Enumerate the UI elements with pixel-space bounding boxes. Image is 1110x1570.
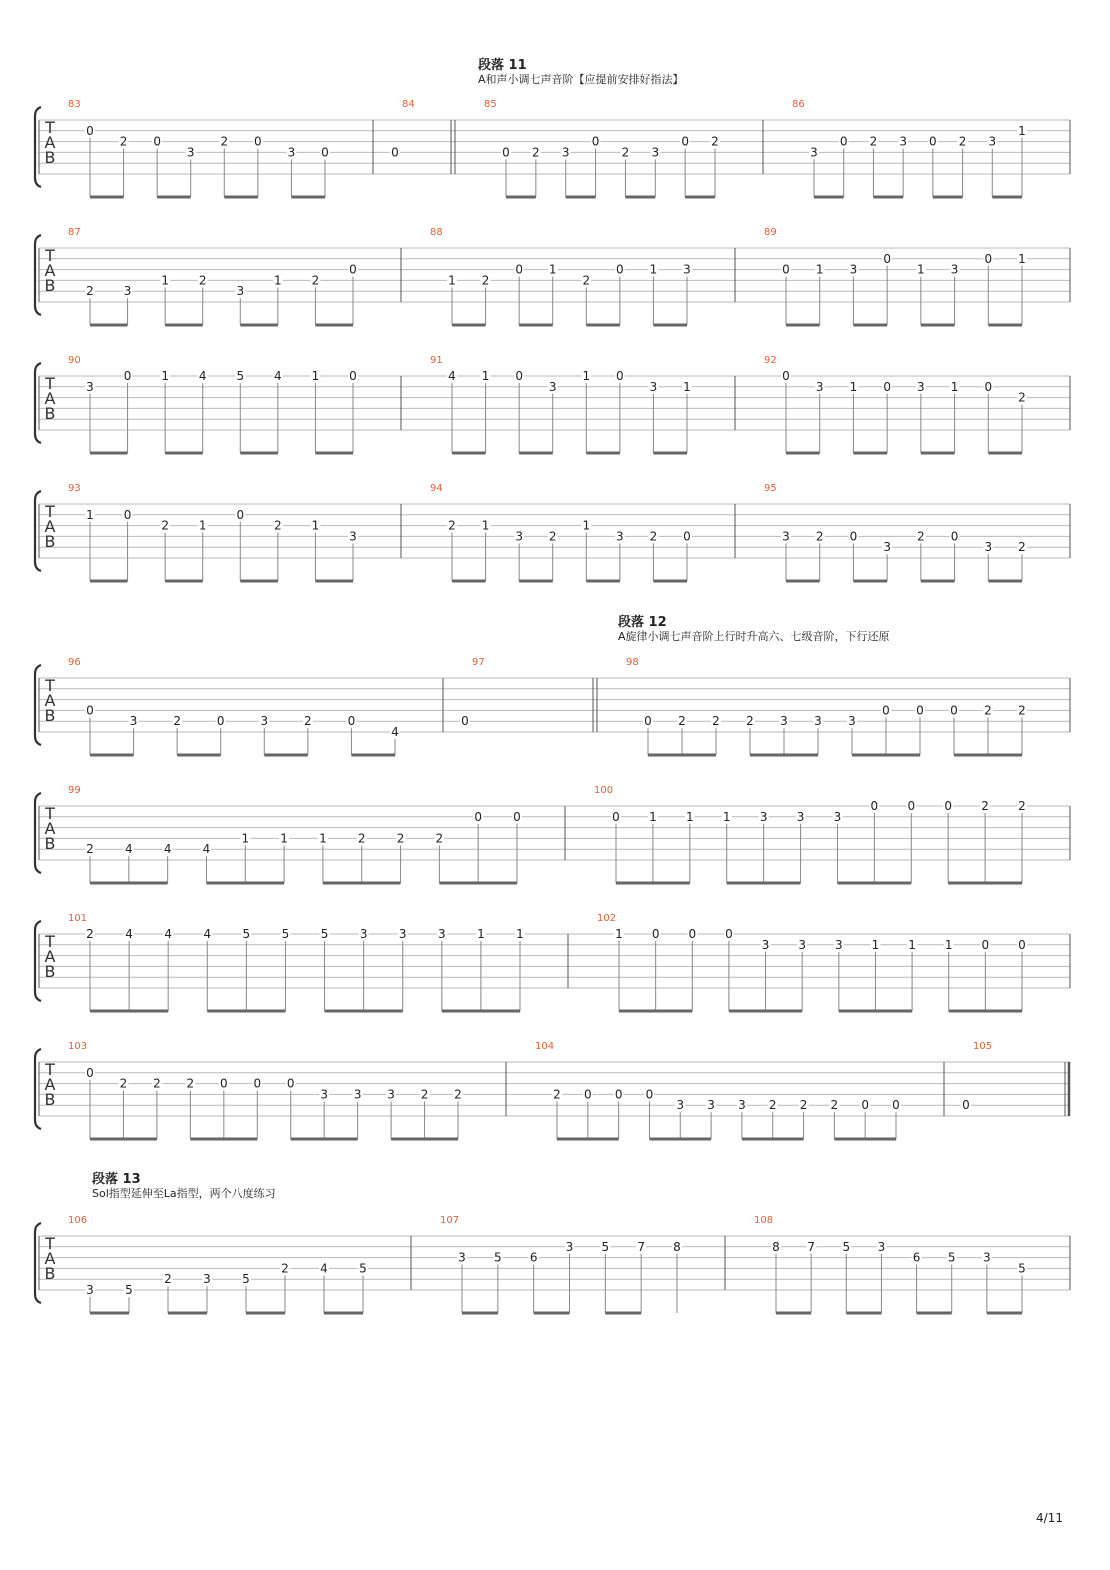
fret-number: 3 bbox=[917, 379, 925, 394]
fret-number: 0 bbox=[892, 1098, 900, 1113]
measure-number: 100 bbox=[594, 785, 614, 796]
system-bracket bbox=[35, 1049, 41, 1129]
fret-number: 1 bbox=[722, 809, 731, 824]
fret-number: 2 bbox=[481, 273, 490, 288]
fret-number: 3 bbox=[810, 145, 818, 160]
tab-clef-letter: T bbox=[45, 676, 55, 695]
tab-clef-letter: T bbox=[45, 932, 55, 951]
section-11-title: 段落 11 bbox=[478, 58, 527, 73]
fret-number: 3 bbox=[834, 937, 843, 952]
fret-number: 3 bbox=[260, 714, 269, 729]
section-11-description: A和声小调七声音阶【应提前安排好指法】 bbox=[478, 73, 684, 86]
fret-number: 3 bbox=[738, 1098, 746, 1113]
fret-number: 3 bbox=[984, 540, 993, 555]
fret-number: 2 bbox=[815, 529, 824, 544]
fret-number: 1 bbox=[950, 379, 959, 394]
fret-number: 0 bbox=[882, 703, 890, 718]
tab-clef-letter: A bbox=[44, 819, 56, 838]
fret-number: 0 bbox=[916, 703, 924, 718]
page-number: 4/11 bbox=[1036, 1511, 1063, 1525]
fret-number: 2 bbox=[958, 134, 967, 149]
fret-number: 2 bbox=[281, 1261, 289, 1276]
system-bracket bbox=[35, 235, 41, 315]
fret-number: 2 bbox=[86, 842, 94, 857]
fret-number: 1 bbox=[241, 831, 250, 846]
fret-number: 5 bbox=[359, 1261, 367, 1276]
fret-number: 1 bbox=[683, 379, 691, 394]
fret-number: 1 bbox=[1018, 123, 1026, 138]
fret-number: 2 bbox=[532, 145, 540, 160]
fret-number: 0 bbox=[461, 714, 469, 729]
fret-number: 3 bbox=[236, 284, 245, 299]
measure-number: 96 bbox=[68, 657, 81, 668]
fret-number: 3 bbox=[398, 927, 407, 941]
fret-number: 0 bbox=[681, 134, 689, 149]
tab-system bbox=[35, 913, 1070, 1011]
measure-number: 97 bbox=[472, 657, 485, 668]
fret-number: 0 bbox=[962, 1098, 970, 1113]
fret-number: 0 bbox=[474, 809, 483, 824]
fret-number: 2 bbox=[119, 134, 128, 149]
fret-number: 0 bbox=[349, 262, 357, 277]
tab-clef-letter: B bbox=[44, 276, 56, 295]
fret-number: 7 bbox=[807, 1239, 815, 1254]
fret-number: 2 bbox=[304, 714, 312, 729]
fret-number: 3 bbox=[359, 927, 368, 941]
tab-system bbox=[35, 1215, 1070, 1313]
fret-number: 2 bbox=[917, 529, 925, 544]
system-bracket bbox=[35, 1223, 41, 1303]
fret-number: 3 bbox=[565, 1239, 574, 1254]
measure-number: 83 bbox=[68, 99, 81, 110]
fret-number: 2 bbox=[435, 831, 444, 846]
fret-number: 2 bbox=[153, 1076, 161, 1091]
fret-number: 0 bbox=[616, 262, 624, 277]
fret-number: 0 bbox=[950, 529, 959, 544]
tab-clef-letter: A bbox=[44, 133, 56, 152]
tab-clef-letter: B bbox=[44, 404, 56, 423]
fret-number: 1 bbox=[311, 518, 320, 533]
fret-number: 0 bbox=[286, 1076, 295, 1091]
fret-number: 1 bbox=[871, 937, 880, 952]
tab-clef-letter: A bbox=[44, 1075, 56, 1094]
fret-number: 1 bbox=[274, 273, 282, 288]
fret-number: 2 bbox=[711, 134, 719, 149]
fret-number: 2 bbox=[768, 1098, 777, 1113]
fret-number: 3 bbox=[796, 809, 805, 824]
fret-number: 2 bbox=[454, 1087, 462, 1102]
fret-number: 0 bbox=[86, 1065, 94, 1080]
fret-number: 3 bbox=[203, 1272, 211, 1287]
fret-number: 0 bbox=[651, 927, 660, 941]
fret-number: 0 bbox=[929, 134, 937, 149]
fret-number: 1 bbox=[311, 369, 320, 383]
fret-number: 8 bbox=[772, 1239, 780, 1254]
tab-clef-letter: A bbox=[44, 691, 56, 710]
fret-number: 1 bbox=[815, 262, 824, 277]
fret-number: 1 bbox=[161, 369, 169, 383]
fret-number: 0 bbox=[950, 703, 958, 718]
fret-number: 3 bbox=[437, 927, 446, 941]
fret-number: 3 bbox=[983, 1250, 991, 1265]
fret-number: 5 bbox=[281, 927, 290, 941]
fret-number: 2 bbox=[553, 1087, 561, 1102]
fret-number: 2 bbox=[1018, 390, 1026, 405]
tab-clef-letter: A bbox=[44, 517, 56, 536]
fret-number: 0 bbox=[515, 262, 523, 277]
fret-number: 4 bbox=[448, 369, 456, 383]
tab-clef-letter: T bbox=[45, 804, 55, 823]
fret-number: 4 bbox=[202, 842, 211, 857]
fret-number: 2 bbox=[869, 134, 878, 149]
fret-number: 3 bbox=[883, 540, 891, 555]
system-bracket bbox=[35, 665, 41, 745]
fret-number: 7 bbox=[637, 1239, 645, 1254]
measure-number: 102 bbox=[597, 913, 617, 924]
fret-number: 2 bbox=[119, 1076, 128, 1091]
fret-number: 0 bbox=[981, 937, 990, 952]
fret-number: 0 bbox=[782, 262, 790, 277]
tab-clef-letter: A bbox=[44, 389, 56, 408]
fret-number: 3 bbox=[86, 1283, 94, 1297]
fret-number: 0 bbox=[123, 507, 132, 522]
fret-number: 2 bbox=[164, 1272, 172, 1287]
section-13-title: 段落 13 bbox=[92, 1172, 141, 1187]
tab-system bbox=[35, 785, 1070, 883]
fret-number: 4 bbox=[320, 1261, 328, 1276]
fret-number: 4 bbox=[124, 842, 133, 857]
fret-number: 2 bbox=[311, 273, 320, 288]
fret-number: 3 bbox=[759, 809, 768, 824]
measure-number: 89 bbox=[764, 227, 777, 238]
tab-clef-letter: A bbox=[44, 1249, 56, 1268]
fret-number: 4 bbox=[125, 927, 133, 941]
measure-number: 108 bbox=[754, 1215, 774, 1226]
fret-number: 5 bbox=[1018, 1261, 1026, 1276]
fret-number: 0 bbox=[1018, 937, 1026, 952]
fret-number: 2 bbox=[186, 1076, 195, 1091]
fret-number: 3 bbox=[815, 379, 824, 394]
fret-number: 3 bbox=[761, 937, 770, 952]
system-bracket bbox=[35, 491, 41, 571]
system-bracket bbox=[35, 921, 41, 1001]
fret-number: 1 bbox=[917, 262, 925, 277]
fret-number: 2 bbox=[984, 703, 992, 718]
fret-number: 0 bbox=[849, 529, 858, 544]
tab-clef-letter: B bbox=[44, 532, 56, 551]
fret-number: 1 bbox=[86, 507, 94, 522]
fret-number: 3 bbox=[782, 529, 790, 544]
fret-number: 2 bbox=[396, 831, 405, 846]
fret-number: 2 bbox=[86, 927, 94, 941]
fret-number: 3 bbox=[515, 529, 523, 544]
fret-number: 0 bbox=[591, 134, 600, 149]
fret-number: 2 bbox=[1018, 799, 1026, 813]
measure-number: 104 bbox=[535, 1041, 555, 1052]
fret-number: 0 bbox=[883, 251, 891, 266]
tab-clef-letter: B bbox=[44, 962, 56, 981]
fret-number: 1 bbox=[448, 273, 456, 288]
fret-number: 1 bbox=[685, 809, 694, 824]
fret-number: 0 bbox=[236, 507, 245, 522]
measure-number: 99 bbox=[68, 785, 81, 796]
fret-number: 2 bbox=[621, 145, 630, 160]
fret-number: 3 bbox=[814, 714, 822, 729]
section-13-description: Sol指型延伸至La指型，两个八度练习 bbox=[92, 1187, 276, 1200]
fret-number: 2 bbox=[582, 273, 591, 288]
fret-number: 5 bbox=[494, 1250, 502, 1265]
fret-number: 3 bbox=[651, 145, 660, 160]
fret-number: 1 bbox=[582, 369, 591, 383]
fret-number: 0 bbox=[907, 799, 916, 813]
fret-number: 2 bbox=[86, 284, 94, 299]
fret-number: 1 bbox=[582, 518, 591, 533]
fret-number: 5 bbox=[242, 1272, 250, 1287]
fret-number: 3 bbox=[950, 262, 959, 277]
fret-number: 0 bbox=[944, 799, 953, 813]
fret-number: 2 bbox=[448, 518, 456, 533]
fret-number: 4 bbox=[274, 369, 282, 383]
fret-number: 3 bbox=[833, 809, 842, 824]
tab-clef-letter: T bbox=[45, 118, 55, 137]
measure-number: 105 bbox=[973, 1041, 993, 1052]
fret-number: 0 bbox=[583, 1087, 592, 1102]
system-bracket bbox=[35, 107, 41, 187]
tab-clef-letter: B bbox=[44, 148, 56, 167]
measure-number: 107 bbox=[440, 1215, 460, 1226]
fret-number: 3 bbox=[353, 1087, 362, 1102]
fret-number: 2 bbox=[274, 518, 282, 533]
fret-number: 3 bbox=[123, 284, 132, 299]
fret-number: 1 bbox=[849, 379, 858, 394]
fret-number: 1 bbox=[649, 809, 657, 824]
fret-number: 0 bbox=[870, 799, 879, 813]
fret-number: 0 bbox=[612, 809, 620, 824]
fret-number: 2 bbox=[161, 518, 169, 533]
tab-clef-letter: T bbox=[45, 502, 55, 521]
measure-number: 88 bbox=[430, 227, 443, 238]
fret-number: 0 bbox=[984, 379, 993, 394]
fret-number: 3 bbox=[616, 529, 624, 544]
fret-number: 0 bbox=[861, 1098, 870, 1113]
tab-clef-letter: A bbox=[44, 261, 56, 280]
fret-number: 3 bbox=[798, 937, 807, 952]
fret-number: 3 bbox=[349, 529, 357, 544]
fret-number: 0 bbox=[688, 927, 697, 941]
fret-number: 5 bbox=[242, 927, 251, 941]
tab-clef-letter: B bbox=[44, 834, 56, 853]
fret-number: 5 bbox=[236, 369, 245, 383]
measure-number: 90 bbox=[68, 355, 81, 366]
tab-clef-letter: T bbox=[45, 374, 55, 393]
measure-number: 92 bbox=[764, 355, 777, 366]
fret-number: 5 bbox=[125, 1283, 133, 1297]
fret-number: 0 bbox=[253, 1076, 262, 1091]
measure-number: 106 bbox=[68, 1215, 88, 1226]
fret-number: 3 bbox=[561, 145, 570, 160]
fret-number: 0 bbox=[645, 1087, 654, 1102]
fret-number: 2 bbox=[420, 1087, 429, 1102]
fret-number: 5 bbox=[842, 1239, 851, 1254]
fret-number: 1 bbox=[908, 937, 916, 952]
fret-number: 3 bbox=[387, 1087, 395, 1102]
tab-clef-letter: T bbox=[45, 1234, 55, 1253]
fret-number: 2 bbox=[548, 529, 557, 544]
fret-number: 3 bbox=[548, 379, 557, 394]
fret-number: 4 bbox=[163, 842, 172, 857]
fret-number: 2 bbox=[678, 714, 686, 729]
fret-number: 3 bbox=[186, 145, 195, 160]
tab-clef-letter: T bbox=[45, 1060, 55, 1079]
fret-number: 0 bbox=[86, 123, 94, 138]
fret-number: 3 bbox=[707, 1098, 715, 1113]
fret-number: 3 bbox=[988, 134, 997, 149]
fret-number: 3 bbox=[848, 714, 856, 729]
fret-number: 1 bbox=[477, 927, 485, 941]
fret-number: 3 bbox=[676, 1098, 685, 1113]
fret-number: 8 bbox=[673, 1239, 681, 1254]
fret-number: 0 bbox=[502, 145, 510, 160]
fret-number: 2 bbox=[746, 714, 754, 729]
system-bracket bbox=[35, 363, 41, 443]
fret-number: 3 bbox=[287, 145, 296, 160]
measure-number: 95 bbox=[764, 483, 777, 494]
measure-number: 84 bbox=[402, 99, 415, 110]
fret-number: 1 bbox=[161, 273, 169, 288]
tab-system bbox=[35, 99, 1070, 197]
fret-number: 0 bbox=[254, 134, 262, 149]
fret-number: 0 bbox=[219, 1076, 228, 1091]
fret-number: 4 bbox=[164, 927, 173, 941]
fret-number: 0 bbox=[515, 369, 523, 383]
tab-system bbox=[35, 657, 1070, 755]
fret-number: 2 bbox=[1018, 703, 1026, 718]
fret-number: 3 bbox=[320, 1087, 329, 1102]
fret-number: 2 bbox=[712, 714, 720, 729]
fret-number: 3 bbox=[899, 134, 907, 149]
fret-number: 2 bbox=[173, 714, 181, 729]
tab-clef-letter: B bbox=[44, 706, 56, 725]
measure-number: 103 bbox=[68, 1041, 88, 1052]
fret-number: 1 bbox=[615, 927, 623, 941]
fret-number: 3 bbox=[683, 262, 691, 277]
fret-number: 6 bbox=[912, 1250, 921, 1265]
fret-number: 2 bbox=[198, 273, 207, 288]
fret-number: 2 bbox=[649, 529, 658, 544]
fret-number: 0 bbox=[513, 809, 521, 824]
fret-number: 0 bbox=[883, 379, 891, 394]
fret-number: 1 bbox=[649, 262, 658, 277]
measure-number: 85 bbox=[484, 99, 497, 110]
section-12-title: 段落 12 bbox=[618, 615, 667, 630]
fret-number: 0 bbox=[321, 145, 329, 160]
fret-number: 1 bbox=[548, 262, 557, 277]
fret-number: 0 bbox=[616, 369, 624, 383]
fret-number: 3 bbox=[849, 262, 858, 277]
fret-number: 5 bbox=[320, 927, 329, 941]
fret-number: 2 bbox=[220, 134, 229, 149]
tab-clef-letter: B bbox=[44, 1264, 56, 1283]
tab-clef-letter: A bbox=[44, 947, 56, 966]
tab-system bbox=[35, 1041, 1070, 1139]
fret-number: 0 bbox=[391, 145, 399, 160]
fret-number: 0 bbox=[123, 369, 132, 383]
fret-number: 1 bbox=[319, 831, 327, 846]
fret-number: 3 bbox=[86, 379, 94, 394]
tab-system bbox=[35, 355, 1070, 453]
fret-number: 4 bbox=[198, 369, 207, 383]
fret-number: 3 bbox=[458, 1250, 466, 1265]
fret-number: 0 bbox=[782, 369, 790, 383]
fret-number: 4 bbox=[203, 927, 212, 941]
fret-number: 3 bbox=[129, 714, 138, 729]
fret-number: 1 bbox=[944, 937, 953, 952]
fret-number: 3 bbox=[649, 379, 658, 394]
fret-number: 0 bbox=[644, 714, 652, 729]
fret-number: 5 bbox=[947, 1250, 956, 1265]
fret-number: 1 bbox=[481, 518, 490, 533]
fret-number: 0 bbox=[216, 714, 225, 729]
fret-number: 0 bbox=[347, 714, 356, 729]
tab-clef-letter: B bbox=[44, 1090, 56, 1109]
fret-number: 0 bbox=[725, 927, 733, 941]
fret-number: 6 bbox=[529, 1250, 538, 1265]
system-bracket bbox=[35, 793, 41, 873]
measure-number: 98 bbox=[626, 657, 639, 668]
measure-number: 101 bbox=[68, 913, 88, 924]
measure-number: 94 bbox=[430, 483, 443, 494]
fret-number: 0 bbox=[683, 529, 691, 544]
fret-number: 0 bbox=[153, 134, 161, 149]
fret-number: 2 bbox=[981, 799, 989, 813]
fret-number: 0 bbox=[614, 1087, 623, 1102]
measure-number: 87 bbox=[68, 227, 81, 238]
fret-number: 1 bbox=[481, 369, 490, 383]
measure-number: 91 bbox=[430, 355, 443, 366]
fret-number: 4 bbox=[391, 725, 399, 739]
fret-number: 2 bbox=[799, 1098, 808, 1113]
tab-clef-letter: T bbox=[45, 246, 55, 265]
measure-number: 93 bbox=[68, 483, 81, 494]
fret-number: 1 bbox=[198, 518, 207, 533]
measure-number: 86 bbox=[792, 99, 805, 110]
fret-number: 5 bbox=[601, 1239, 610, 1254]
fret-number: 0 bbox=[984, 251, 993, 266]
fret-number: 1 bbox=[516, 927, 524, 941]
tab-system bbox=[35, 227, 1070, 325]
fret-number: 0 bbox=[839, 134, 848, 149]
section-12-description: A旋律小调七声音阶上行时升高六、七级音阶，下行还原 bbox=[618, 630, 890, 643]
fret-number: 0 bbox=[349, 369, 357, 383]
fret-number: 2 bbox=[1018, 540, 1026, 555]
fret-number: 2 bbox=[830, 1098, 839, 1113]
fret-number: 3 bbox=[780, 714, 788, 729]
fret-number: 2 bbox=[357, 831, 366, 846]
fret-number: 1 bbox=[1018, 251, 1026, 266]
fret-number: 1 bbox=[280, 831, 288, 846]
fret-number: 0 bbox=[86, 703, 94, 718]
fret-number: 3 bbox=[877, 1239, 886, 1254]
tab-system bbox=[35, 483, 1070, 581]
